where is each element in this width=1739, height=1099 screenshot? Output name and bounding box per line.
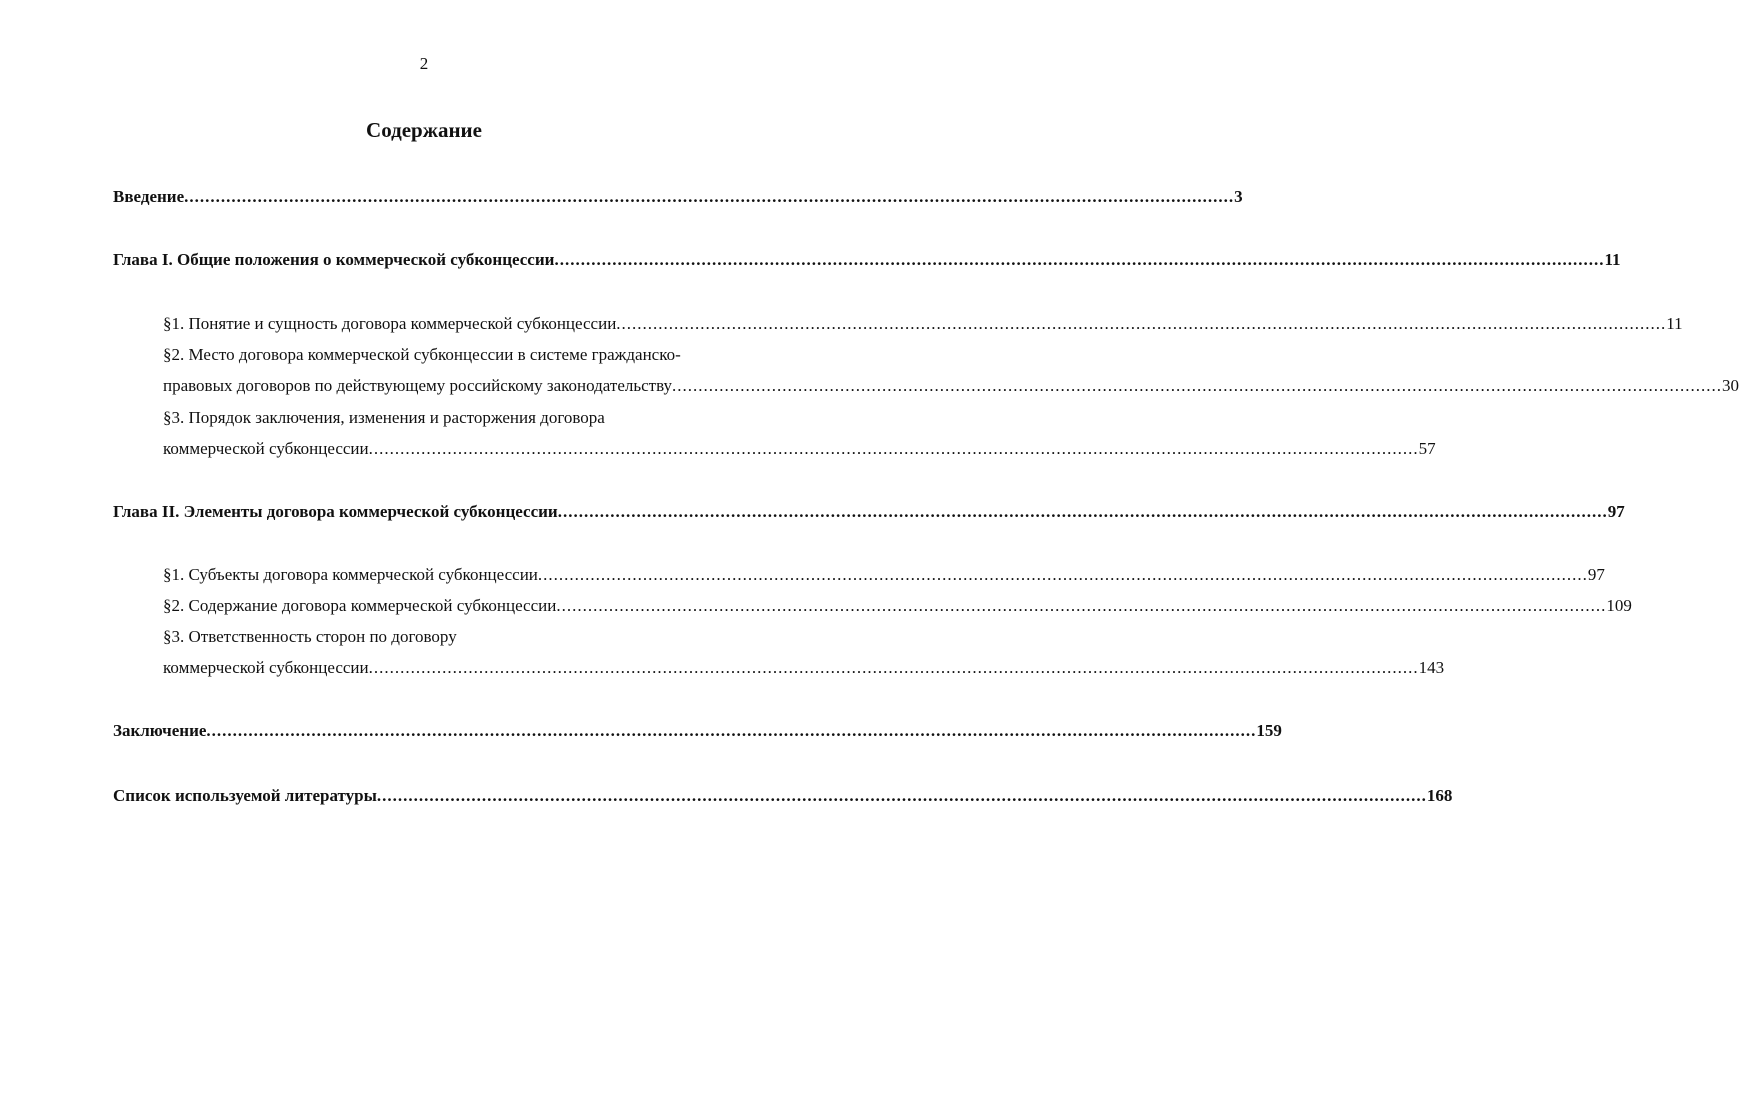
leader-dots: ........................................................................................................................................................................................................ [368, 658, 1419, 677]
toc-page: 30 [1722, 376, 1739, 395]
toc-entry-ch1-sec3-line1[interactable] [163, 407, 741, 429]
toc-entry-ch2-sec3-line1[interactable] [163, 626, 741, 648]
toc-label: §2. Содержание договора коммерческой субконцессии [163, 596, 557, 615]
leader-dots: ........................................................................................................................................................................................................ [554, 250, 1605, 269]
leader-dots: ........................................................................................................................................................................................................ [557, 502, 1608, 521]
toc-page: 143 [1418, 658, 1445, 677]
toc-page: 159 [1256, 721, 1282, 740]
leader-dots: ........................................................................................................................................................................................................ [368, 439, 1419, 458]
toc-entry-ch1-sec3-line2[interactable] [163, 438, 1436, 460]
toc-label: §1. Субъекты договора коммерческой субконцессии [163, 565, 538, 584]
page-number: 2 [419, 54, 429, 73]
leader-dots: ........................................................................................................................................................................................................ [184, 187, 1235, 206]
toc-entry-chapter-1[interactable] [113, 249, 1621, 271]
leader-dots: ........................................................................................................................................................................................................ [537, 565, 1588, 584]
toc-label: Глава II. Элементы договора коммерческой субконцессии [113, 502, 558, 521]
toc-entry-ch1-sec2-line1[interactable] [163, 344, 741, 366]
toc-label: правовых договоров по действующему российскому законодательству [163, 376, 673, 395]
toc-label: §3. Порядок заключения, изменения и расторжения договора [163, 408, 605, 427]
toc-label: Заключение [113, 721, 207, 740]
toc-label: §1. Понятие и сущность договора коммерческой субконцессии [163, 314, 617, 333]
toc-entry-intro[interactable] [113, 186, 1243, 208]
toc-page: 168 [1426, 786, 1453, 805]
leader-dots: ........................................................................................................................................................................................................ [206, 721, 1257, 740]
toc-page: 11 [1604, 250, 1621, 269]
toc-page: 3 [1234, 187, 1243, 206]
toc-entry-bibliography[interactable] [113, 785, 1453, 807]
toc-entry-ch2-sec1[interactable] [163, 564, 1605, 586]
toc-label: коммерческой субконцессии [163, 439, 369, 458]
toc-label: Глава I. Общие положения о коммерческой субконцессии [113, 250, 555, 269]
leader-dots: ........................................................................................................................................................................................................ [556, 596, 1607, 615]
toc-entry-chapter-2[interactable] [113, 501, 1625, 523]
leader-dots: ........................................................................................................................................................................................................ [616, 314, 1667, 333]
toc-page: 97 [1587, 565, 1605, 584]
toc-entry-ch2-sec3-line2[interactable] [163, 657, 1445, 679]
toc-page: 57 [1418, 439, 1436, 458]
toc-page: 109 [1606, 596, 1632, 615]
toc-entry-conclusion[interactable] [113, 720, 1282, 742]
toc-label: коммерческой субконцессии [163, 658, 369, 677]
page-title: Содержание [366, 118, 482, 142]
toc-label: §3. Ответственность сторон по договору [163, 627, 457, 646]
toc-label: Список используемой литературы [113, 786, 377, 805]
toc-page: 11 [1666, 314, 1683, 333]
leader-dots: ........................................................................................................................................................................................................ [672, 376, 1723, 395]
toc-label: Введение [113, 187, 185, 206]
leader-dots: ........................................................................................................................................................................................................ [376, 786, 1427, 805]
toc-page: 97 [1607, 502, 1625, 521]
toc-entry-ch2-sec2[interactable] [163, 595, 1632, 617]
toc-entry-ch1-sec2-line2[interactable] [163, 375, 1739, 397]
toc-entry-ch1-sec1[interactable] [163, 313, 1683, 335]
toc-label: §2. Место договора коммерческой субконцессии в системе гражданско- [163, 345, 681, 364]
